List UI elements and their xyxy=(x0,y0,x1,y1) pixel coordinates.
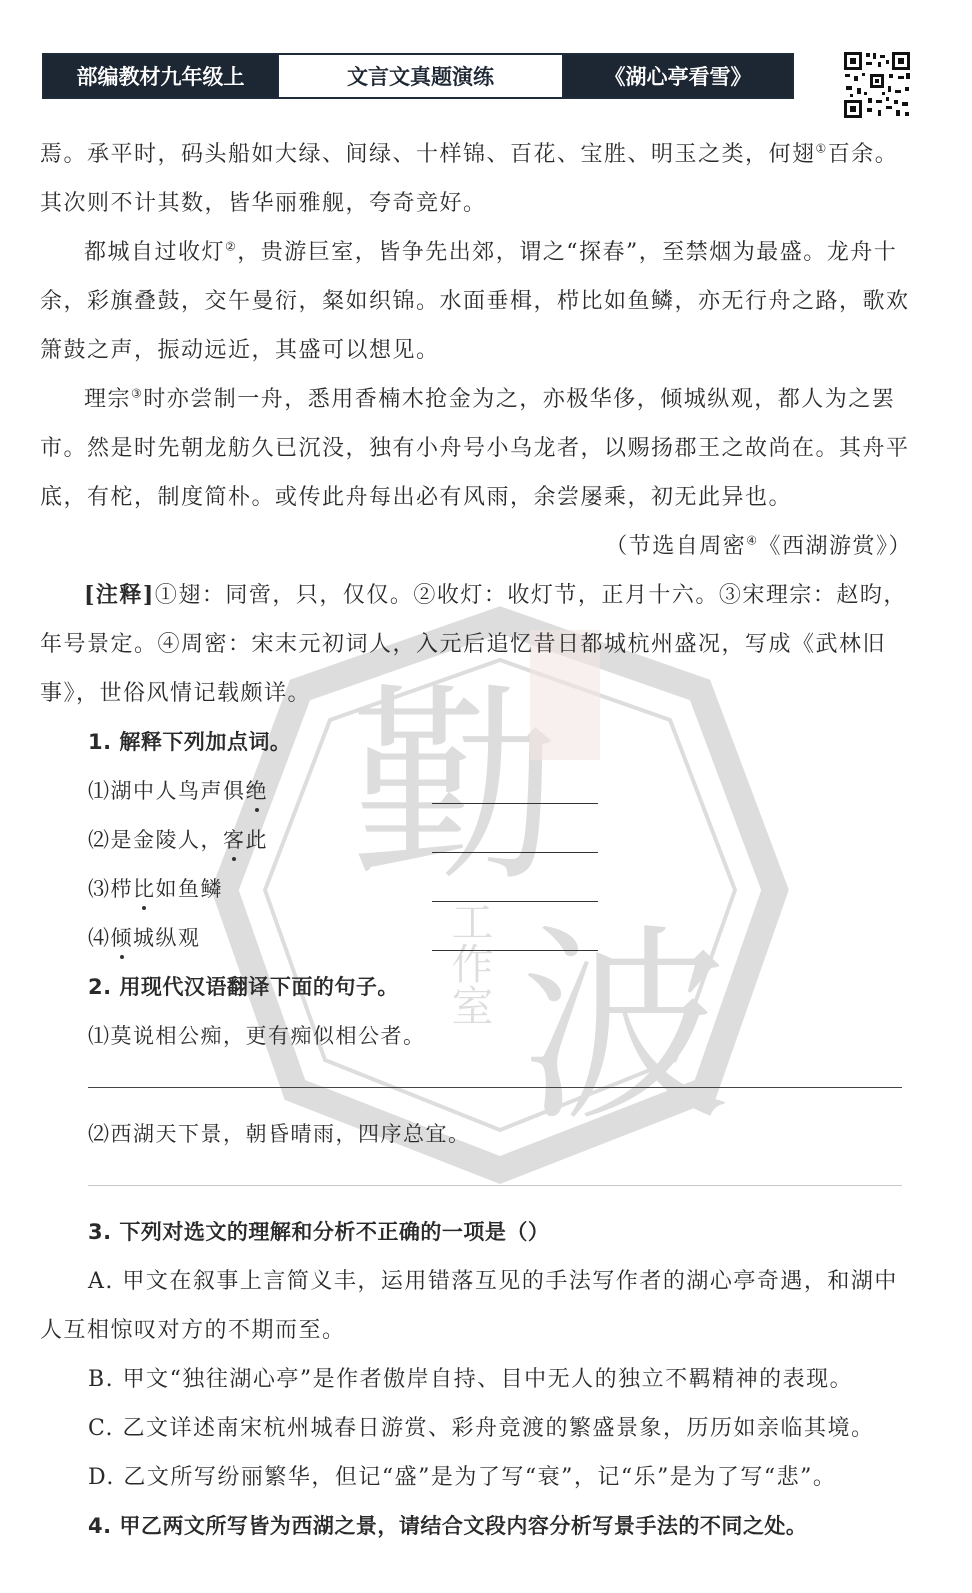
question-2-sentence-1: ⑴莫说相公痴，更有痴似相公者。 xyxy=(88,1024,426,1048)
annotations-label: [注释] xyxy=(84,582,155,608)
answer-blank[interactable] xyxy=(432,950,598,951)
question-3-option-b: B. 甲文“独往湖心亭”是作者傲岸自持、目中无人的独立不羁精神的表现。 xyxy=(88,1367,854,1392)
passage-paragraph-3: 理宗③时亦尝制一舟，悉用香楠木抢金为之，亦极华侈，倾城纵观，都人为之罢市。然是时先朝龙舫久已沉没，独有小舟号小乌龙者，以赐扬郡王之故尚在。其舟平底，有柁，制度简朴。或传此舟每出必有风雨，余尝屡乘，初无此异也。 xyxy=(40,386,910,510)
question-2-title: 2. 用现代汉语翻译下面的句子。 xyxy=(88,975,399,999)
footnote-ref-3: ③ xyxy=(131,386,144,401)
watermark-char-1: 勤 xyxy=(350,665,561,910)
answer-blank[interactable] xyxy=(432,803,598,804)
question-1-item-1: ⑴湖中人鸟声俱绝 xyxy=(40,767,920,816)
answer-blank[interactable] xyxy=(432,901,598,902)
header-subject: 文言文真题演练 xyxy=(277,55,564,97)
footnote-ref-2: ② xyxy=(225,239,238,254)
question-1-title: 1. 解释下列加点词。 xyxy=(88,730,292,754)
document-body xyxy=(40,130,920,1551)
dotted-word: 客 xyxy=(223,816,246,865)
question-2-sentence-2: ⑵西湖天下景，朝昏晴雨，四序总宜。 xyxy=(88,1122,471,1146)
question-3-title: 3. 下列对选文的理解和分析不正确的一项是（） xyxy=(88,1220,550,1244)
dotted-word: 绝 xyxy=(246,767,269,816)
question-1-item-3: ⑶栉比如鱼鳞 xyxy=(40,865,920,914)
annotations: [注释]①翅：同啻，只，仅仅。②收灯：收灯节，正月十六。③宋理宗：赵昀，年号景定。④周密：宋末元初词人，入元后追忆昔日都城杭州盛况，写成《武林旧事》，世俗风情记载颇详。 xyxy=(40,582,907,706)
passage-paragraph-1: 焉。承平时，码头船如大绿、间绿、十样锦、百花、宝胜、明玉之类，何翅①百余。其次则不计其数，皆华丽雅舰，夸奇竞好。 xyxy=(40,141,899,216)
watermark-char-2: 波 xyxy=(520,905,731,1150)
watermark-small-text: 工作室 xyxy=(445,900,495,1026)
question-3-option-d: D. 乙文所写纷丽繁华，但记“盛”是为了写“衰”，记“乐”是为了写“悲”。 xyxy=(88,1465,837,1490)
dotted-word: 比 xyxy=(133,865,156,914)
question-4-title: 4. 甲乙两文所写皆为西湖之景，请结合文段内容分析写景手法的不同之处。 xyxy=(88,1514,808,1538)
question-1-item-2: ⑵是金陵人，客此 xyxy=(40,816,920,865)
header-bar xyxy=(42,53,794,99)
passage-paragraph-2: 都城自过收灯②，贵游巨室，皆争先出郊，谓之“探春”，至禁烟为最盛。龙舟十余，彩旗叠鼓，交午曼衍，粲如织锦。水面垂楫，栉比如鱼鳞，亦无行舟之路，歌欢箫鼓之声，振动远近，其盛可以想见。 xyxy=(40,239,910,363)
question-3-option-c: C. 乙文详述南宋杭州城春日游赏、彩舟竞渡的繁盛景象，历历如亲临其境。 xyxy=(88,1416,875,1441)
header-lesson: 《湖心亭看雪》 xyxy=(564,55,792,97)
passage-source: （节选自周密④《西湖游赏》） xyxy=(605,533,912,559)
qr-code-icon xyxy=(842,50,912,120)
footnote-ref-4: ④ xyxy=(746,533,759,548)
answer-blank[interactable] xyxy=(432,852,598,853)
dotted-word: 倾 xyxy=(111,914,134,963)
answer-line-1[interactable] xyxy=(40,1061,920,1110)
header-grade: 部编教材九年级上 xyxy=(44,55,277,97)
question-1-item-4: ⑷倾城纵观 xyxy=(40,914,920,963)
footnote-ref-1: ① xyxy=(815,141,828,156)
question-3-option-a: A. 甲文在叙事上言简义丰，运用错落互见的手法写作者的湖心亭奇遇，和湖中人互相惊叹对方的不期而至。 xyxy=(40,1269,898,1343)
answer-line-2[interactable] xyxy=(40,1159,920,1208)
